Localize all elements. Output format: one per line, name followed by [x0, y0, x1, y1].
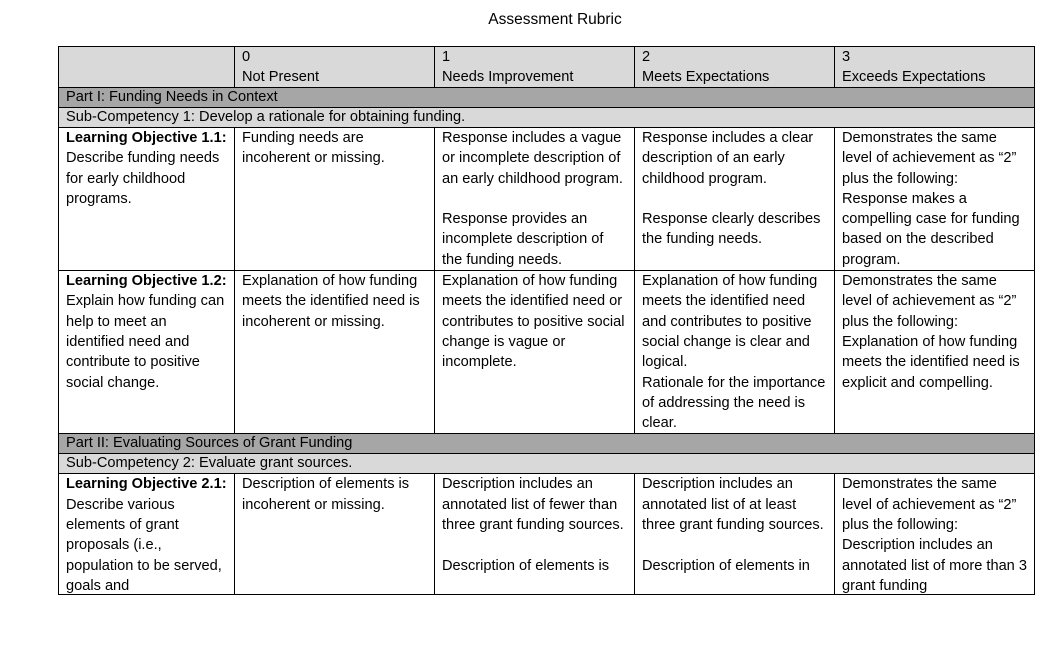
level-label: Exceeds Expectations — [842, 69, 986, 85]
rubric-table — [58, 46, 1035, 595]
level-1-criteria — [435, 271, 635, 434]
level-label: Needs Improvement — [442, 69, 574, 85]
criteria-text: Description includes an annotated list of more than 3 grant funding — [842, 537, 1027, 594]
level-2-criteria — [635, 271, 835, 434]
criteria-text: Demonstrates the same level of achievement as “2” plus the following: — [842, 130, 1017, 187]
level-3-criteria — [835, 271, 1035, 434]
criteria-text: Explanation of how funding meets the identified need or contributes to positive social change is vague or incomplete. — [442, 273, 625, 371]
header-level-1 — [435, 47, 635, 88]
objective-2-1-row — [59, 474, 1035, 595]
level-1-criteria — [435, 128, 635, 271]
criteria-text: Description of elements is incoherent or missing. — [242, 476, 410, 513]
level-3-criteria — [835, 474, 1035, 595]
part-2-title: Part II: Evaluating Sources of Grant Funding — [59, 434, 1035, 454]
level-0-criteria — [235, 271, 435, 434]
sub-competency-2-row — [59, 454, 1035, 474]
sub-competency-1-title: Sub-Competency 1: Develop a rationale for obtaining funding. — [59, 108, 1035, 128]
level-score: 3 — [842, 49, 851, 65]
header-level-0 — [235, 47, 435, 88]
criteria-text: Rationale for the importance of addressing the need is clear. — [642, 374, 826, 432]
criteria-text: Explanation of how funding meets the identified need and contributes to positive social change is clear and logical. — [642, 273, 818, 371]
level-2-criteria — [635, 128, 835, 271]
objective-1-1-cell — [59, 128, 235, 271]
header-level-2 — [635, 47, 835, 88]
level-score: 1 — [442, 49, 451, 65]
objective-2-1-cell — [59, 474, 235, 595]
level-0-criteria — [235, 474, 435, 595]
sub-competency-1-row — [59, 108, 1035, 128]
objective-title: Learning Objective 1.2: — [66, 273, 227, 290]
level-label: Not Present — [242, 69, 320, 85]
level-1-criteria — [435, 474, 635, 595]
criteria-text: Description of elements is — [442, 557, 610, 574]
level-0-criteria — [235, 128, 435, 271]
criteria-text: Description of elements in — [642, 557, 810, 574]
level-score: 2 — [642, 49, 651, 65]
level-2-criteria — [635, 474, 835, 595]
criteria-text: Explanation of how funding meets the identified need is incoherent or missing. — [242, 273, 420, 330]
objective-1-2-row — [59, 271, 1035, 434]
criteria-text: Response makes a compelling case for funding based on the described program. — [842, 190, 1020, 268]
criteria-text: Response clearly describes the funding needs. — [642, 211, 821, 248]
criteria-text: Response includes a clear description of an early childhood program. — [642, 130, 814, 187]
criteria-text: Response includes a vague or incomplete description of an early childhood program. — [442, 130, 623, 187]
objective-title: Learning Objective 2.1: — [66, 476, 227, 493]
header-level-3 — [835, 47, 1035, 88]
objective-description: Describe funding needs for early childhood programs. — [66, 150, 220, 207]
level-3-criteria — [835, 128, 1035, 271]
objective-description: Describe various elements of grant proposals (i.e., population to be served, goals and — [66, 496, 222, 594]
criteria-text: Demonstrates the same level of achievement as “2” plus the following: — [842, 476, 1017, 534]
objective-1-1-row — [59, 128, 1035, 271]
header-blank-cell — [59, 47, 235, 88]
criteria-text: Response provides an incomplete description of the funding needs. — [442, 211, 604, 268]
objective-1-2-cell — [59, 271, 235, 434]
part-1-row — [59, 88, 1035, 108]
criteria-text: Description includes an annotated list of at least three grant funding sources. — [642, 476, 824, 534]
document-title: Assessment Rubric — [488, 11, 622, 28]
part-1-title: Part I: Funding Needs in Context — [59, 88, 1035, 108]
objective-description: Explain how funding can help to meet an identified need and contribute to positive social change. — [66, 293, 225, 391]
criteria-text: Description includes an annotated list of fewer than three grant funding sources. — [442, 476, 624, 534]
header-row — [59, 47, 1035, 88]
level-score: 0 — [242, 49, 251, 65]
level-label: Meets Expectations — [642, 69, 770, 85]
objective-title: Learning Objective 1.1: — [66, 130, 227, 146]
criteria-text: Funding needs are incoherent or missing. — [242, 130, 385, 167]
criteria-text: Explanation of how funding meets the identified need is explicit and compelling. — [842, 333, 1020, 391]
sub-competency-2-title: Sub-Competency 2: Evaluate grant sources. — [59, 454, 1035, 474]
criteria-text: Demonstrates the same level of achievement as “2” plus the following: — [842, 273, 1017, 330]
part-2-row — [59, 434, 1035, 454]
